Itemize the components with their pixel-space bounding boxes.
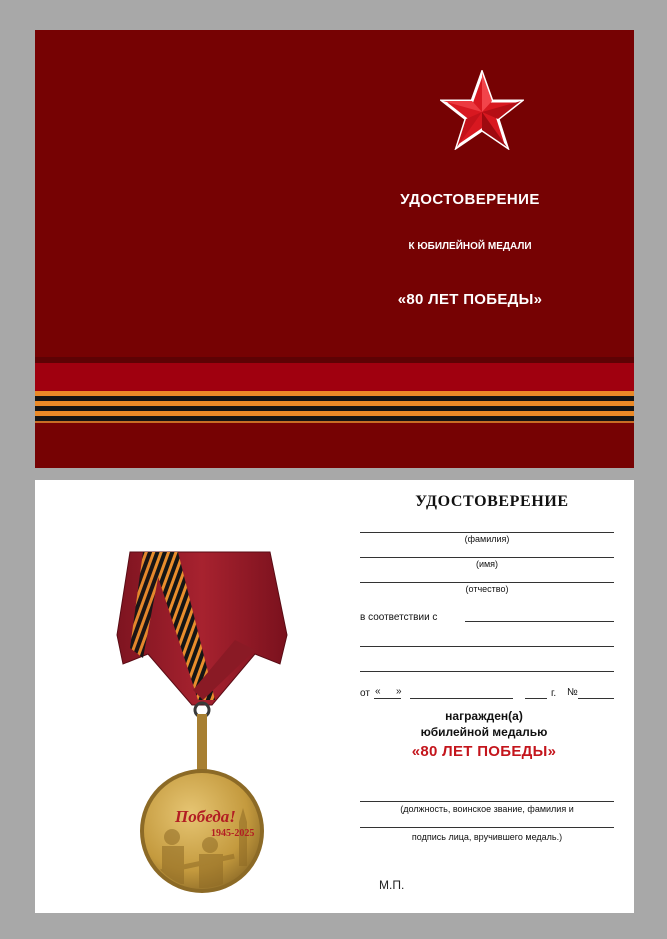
signature-field[interactable] (360, 801, 614, 802)
date-from-label: от (360, 688, 370, 699)
according-to-field-3[interactable] (360, 671, 614, 672)
medal-years: 1945-2025 (211, 828, 255, 839)
patronymic-caption: (отчество) (465, 584, 509, 594)
red-star-icon (440, 70, 524, 150)
certificate-inner-page (35, 480, 634, 913)
name-field[interactable] (360, 557, 614, 558)
seal-label: М.П. (379, 878, 405, 892)
date-day-field[interactable] (374, 698, 401, 699)
inner-title: УДОСТОВЕРЕНИЕ (415, 493, 569, 510)
according-to-field[interactable] (465, 621, 614, 622)
signature-caption-1: (должность, воинское звание, фамилия и (400, 804, 574, 814)
name-caption: (имя) (475, 559, 499, 569)
signature-field-2[interactable] (360, 827, 614, 828)
signature-caption-2: подпись лица, вручившего медаль.) (411, 832, 563, 842)
cover-title: УДОСТОВЕРЕНИЕ (400, 191, 540, 208)
medal-inscription: Победа! (175, 807, 236, 826)
patronymic-field[interactable] (360, 582, 614, 583)
st-george-ribbon-stripes (35, 391, 634, 421)
date-year-field[interactable] (525, 698, 547, 699)
number-label: № (567, 687, 578, 698)
number-field[interactable] (578, 698, 614, 699)
surname-caption: (фамилия) (464, 534, 510, 544)
date-quote-open: « (375, 686, 381, 697)
cover-medal-name: «80 ЛЕТ ПОБЕДЫ» (397, 291, 543, 308)
ribbon-edge (35, 421, 634, 423)
according-to-label: в соответствии с (360, 612, 438, 623)
year-label: г. (551, 688, 557, 699)
cover-red-band (35, 363, 634, 391)
surname-field[interactable] (360, 532, 614, 533)
certificate-cover (35, 30, 634, 468)
cover-subtitle: К ЮБИЛЕЙНОЙ МЕДАЛИ (408, 241, 532, 252)
jubilee-medal-label: юбилейной медалью (420, 725, 548, 739)
date-quote-close: » (396, 686, 402, 697)
medal-image (115, 540, 295, 913)
award-medal-name: «80 ЛЕТ ПОБЕДЫ» (411, 743, 557, 760)
awarded-label: награжден(а) (445, 709, 523, 723)
according-to-field-2[interactable] (360, 646, 614, 647)
date-month-field[interactable] (410, 698, 513, 699)
